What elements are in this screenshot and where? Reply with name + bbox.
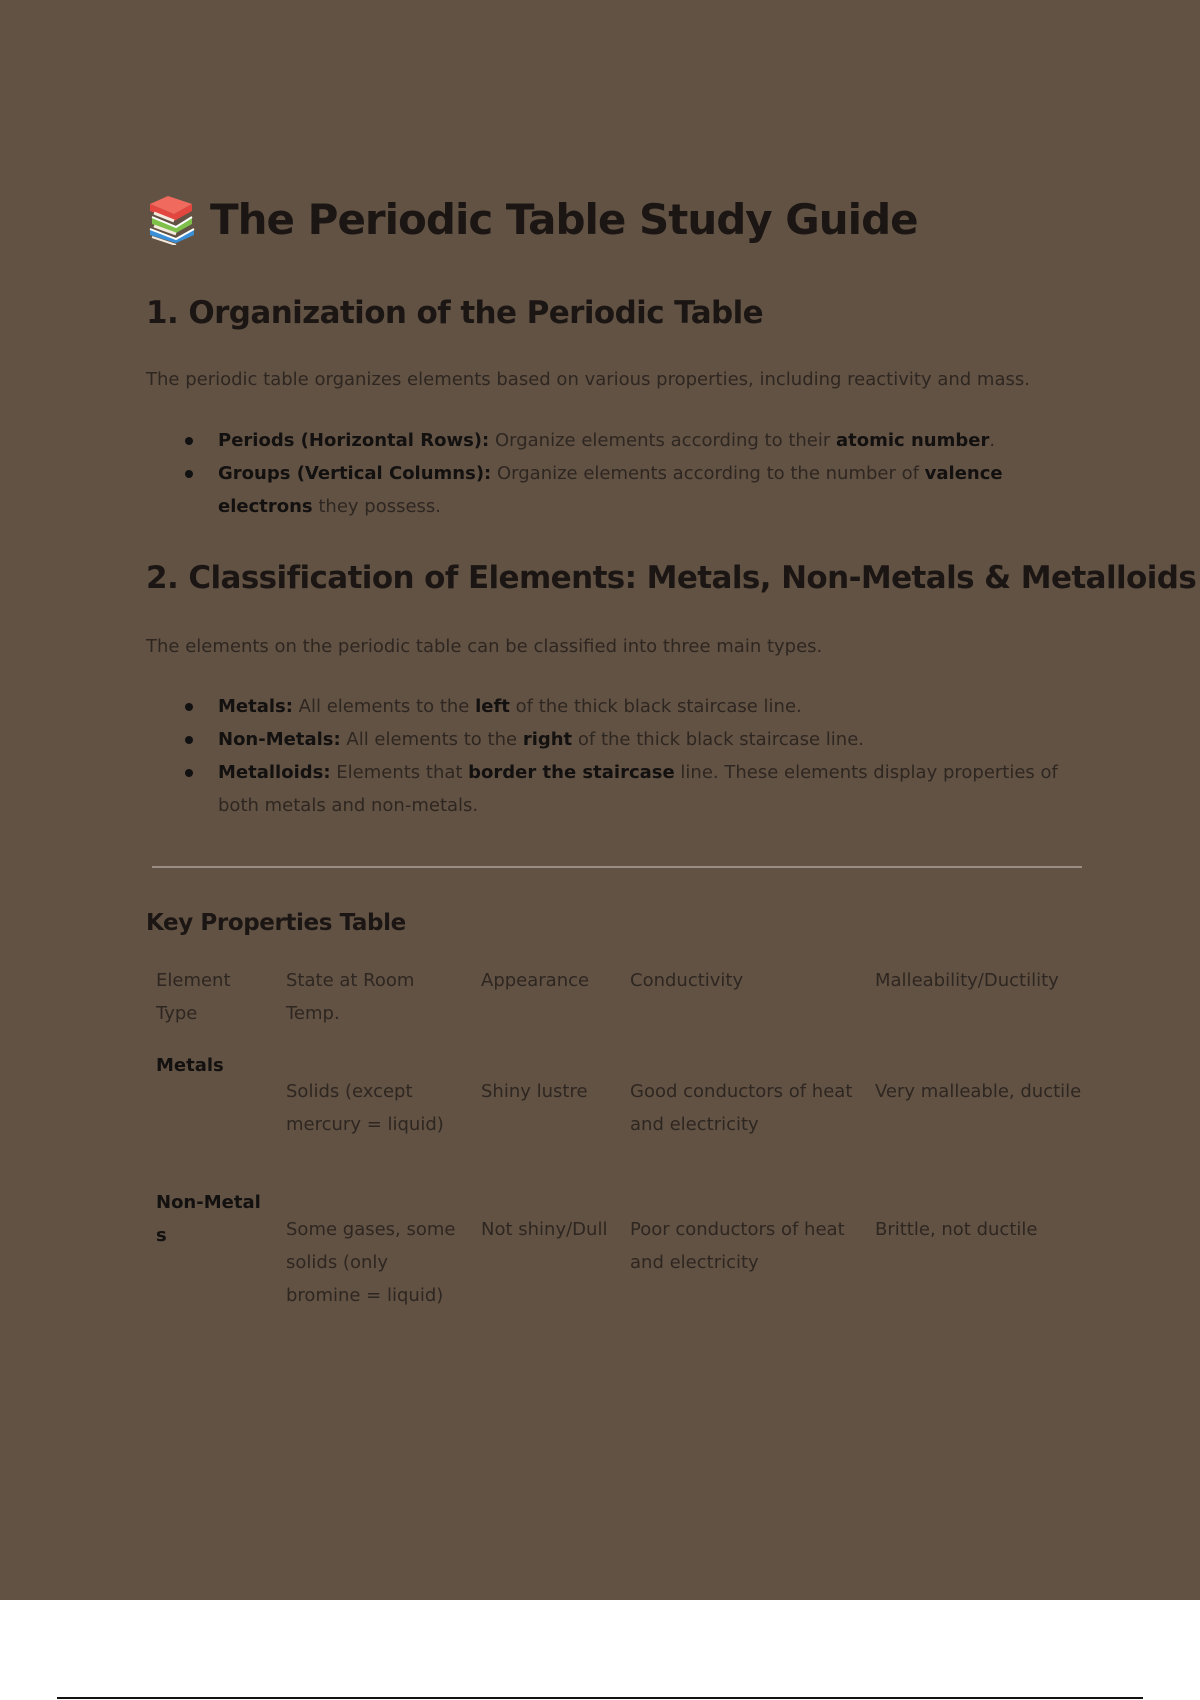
- horizontal-divider: [152, 866, 1082, 868]
- list-item-text: Organize elements according to the number of: [491, 463, 925, 484]
- table-cell-malleability: Very malleable, ductile: [875, 1081, 1082, 1102]
- list-item-emphasis: border the staircase: [468, 762, 675, 783]
- list-item-label: Non-Metals:: [218, 729, 341, 750]
- list-item-tail: of the thick black staircase line.: [509, 696, 802, 717]
- table-header-appearance: Appearance: [481, 970, 590, 991]
- books-stack-icon: [146, 193, 198, 245]
- list-item-tail: of the thick black staircase line.: [572, 729, 865, 750]
- list-item: [146, 457, 1096, 523]
- table-header-malleability: Malleability/Ductility: [875, 970, 1059, 991]
- list-item-emphasis: left: [475, 696, 510, 717]
- section2-heading: 2. Classification of Elements: Metals, Non-Metals & Metalloids: [146, 560, 1197, 596]
- list-item-label: Metalloids:: [218, 762, 331, 783]
- row-type-label: Metals: [156, 1055, 224, 1076]
- list-item-tail: .: [989, 430, 996, 451]
- table-header-conductivity: Conductivity: [630, 970, 744, 991]
- table-title: Key Properties Table: [146, 910, 406, 936]
- list-item: [146, 690, 1096, 723]
- table-row-metals-type: [156, 1049, 271, 1082]
- list-item-emphasis: right: [522, 729, 573, 750]
- table-header-element-type: Element Type: [156, 970, 231, 1024]
- list-item-tail: line. These elements display properties of both metals and non-metals.: [218, 762, 1058, 816]
- table-cell-conductivity: Good conductors of heat and electricity: [630, 1081, 853, 1135]
- page-title: [146, 193, 918, 245]
- row-type-label: Non-Metals: [156, 1192, 261, 1246]
- list-item: [146, 424, 1096, 457]
- list-item-emphasis: valence electrons: [218, 463, 1003, 517]
- list-item-emphasis: atomic number: [836, 430, 990, 451]
- list-item-text: All elements to the: [340, 729, 523, 750]
- list-item-text: All elements to the: [292, 696, 476, 717]
- list-item-label: Periods (Horizontal Rows):: [218, 430, 490, 451]
- table-row-nonmetals-type: [156, 1186, 264, 1252]
- list-item-tail: they possess.: [312, 496, 442, 517]
- list-item: [146, 723, 1096, 756]
- list-item-text: Organize elements according to their: [489, 430, 836, 451]
- table-cell-state: Solids (except mercury = liquid): [286, 1081, 444, 1135]
- page-title-text: The Periodic Table Study Guide: [210, 194, 918, 244]
- list-item-label: Groups (Vertical Columns):: [218, 463, 492, 484]
- table-cell-appearance: Not shiny/Dull: [481, 1219, 608, 1240]
- section1-list: [146, 424, 1096, 523]
- section2-list: [146, 690, 1096, 822]
- table-cell-state: Some gases, some solids (only bromine = liquid): [286, 1219, 456, 1306]
- list-item-label: Metals:: [218, 696, 293, 717]
- list-item-text: Elements that: [330, 762, 469, 783]
- section1-heading: 1. Organization of the Periodic Table: [146, 295, 764, 331]
- table-header-state: State at Room Temp.: [286, 970, 415, 1024]
- table-cell-appearance: Shiny lustre: [481, 1081, 588, 1102]
- footer-rule: [57, 1697, 1143, 1699]
- list-item: [146, 756, 1096, 822]
- table-cell-malleability: Brittle, not ductile: [875, 1219, 1038, 1240]
- section2-intro: The elements on the periodic table can be classified into three main types.: [146, 636, 823, 657]
- table-cell-conductivity: Poor conductors of heat and electricity: [630, 1219, 845, 1273]
- section1-intro: The periodic table organizes elements based on various properties, including reactivity and mass.: [146, 369, 1030, 390]
